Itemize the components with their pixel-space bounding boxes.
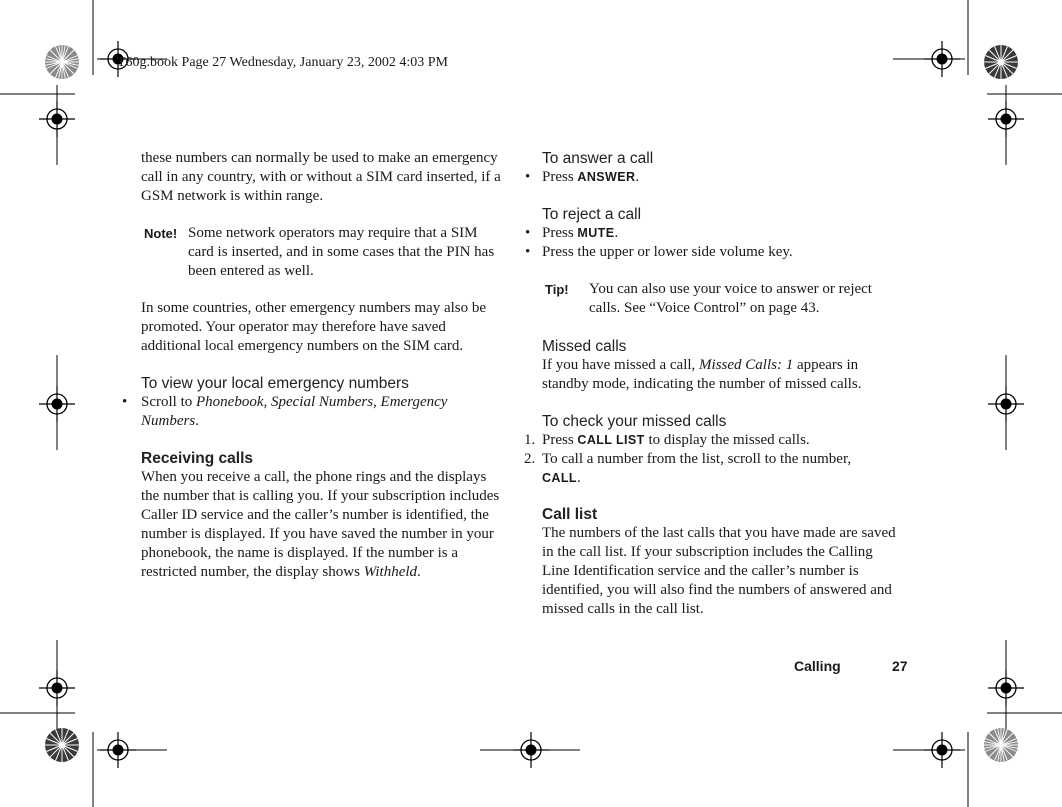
- book-header: T60g.book Page 27 Wednesday, January 23, 2002 4:03 PM: [117, 55, 448, 70]
- step-prefix: Press: [542, 432, 578, 448]
- receiving-calls-paragraph: [141, 468, 506, 582]
- bullet-text: Press the upper or lower side volume key.: [542, 244, 793, 260]
- bullet-glyph: •: [122, 394, 128, 410]
- view-emergency-heading: To view your local emergency numbers: [141, 375, 409, 392]
- missed-calls-heading: Missed calls: [542, 338, 627, 355]
- receiving-text: When you receive a call, the phone rings and the displays the number that is calling you. If your subscription includes Caller ID service and the caller’s number is identified, the number is displayed. If you have saved the number in your phonebook, the name is displayed. If the number is a restricted number, the display shows: [141, 469, 500, 580]
- reject-bullet-2: [525, 243, 905, 262]
- step-suffix: to display the missed calls.: [644, 432, 810, 448]
- bullet-suffix: .: [614, 225, 619, 241]
- tip-text: You can also use your voice to answer or reject calls. See “Voice Control” on page 43.: [589, 281, 872, 316]
- missed-text-start: If you have missed a call,: [542, 357, 700, 373]
- call-list-heading: Call list: [542, 506, 598, 523]
- bullet-prefix: Press: [542, 169, 578, 185]
- call-list-key: CALL LIST: [577, 433, 645, 447]
- answer-bullet: [525, 168, 905, 187]
- answer-key: ANSWER: [577, 170, 636, 184]
- reject-bullet-1: [525, 224, 905, 243]
- receiving-end: .: [417, 564, 421, 580]
- mute-key: MUTE: [577, 226, 615, 240]
- bullet-prefix: Press: [542, 225, 578, 241]
- check-step-2: [524, 450, 884, 488]
- bullet-suffix: .: [195, 413, 199, 429]
- bullet-glyph: •: [525, 169, 531, 185]
- receiving-calls-heading: Receiving calls: [141, 450, 254, 467]
- call-key: CALL: [542, 471, 577, 485]
- bullet-suffix: .: [635, 169, 640, 185]
- note-label: Note!: [144, 226, 178, 241]
- withheld-term: Withheld: [363, 564, 418, 580]
- intro-paragraph: these numbers can normally be used to make an emergency call in any country, with or without a SIM card inserted, if a GSM network is within range.: [141, 150, 501, 204]
- step-prefix: To call a number from the list, scroll to the number,: [542, 451, 852, 467]
- bullet-glyph: •: [525, 225, 531, 241]
- tip-label: Tip!: [545, 282, 569, 297]
- check-step-1: [524, 431, 884, 450]
- call-list-paragraph: The numbers of the last calls that you have made are saved in the call list. If your subscription includes the Calling Line Identification service and the caller’s number is identified, you will also find the numbers of answered and missed calls in the call list.: [542, 525, 896, 617]
- step-suffix: .: [576, 470, 581, 486]
- step-number: 1.: [524, 432, 536, 448]
- missed-calls-paragraph: [542, 356, 892, 394]
- check-missed-heading: To check your missed calls: [542, 413, 727, 430]
- menu-path: Phonebook, Special Numbers, Emergency Numbers: [141, 394, 448, 429]
- missed-indicator: Missed Calls: 1: [699, 357, 794, 373]
- missed-text-end: appears in standby mode, indicating the number of missed calls.: [542, 357, 862, 392]
- note-text: Some network operators may require that a SIM card is inserted, and in some cases that the PIN has been entered as well.: [188, 225, 495, 279]
- bullet-glyph: •: [525, 244, 531, 260]
- answer-call-heading: To answer a call: [542, 150, 654, 167]
- step-number: 2.: [524, 451, 536, 467]
- page-number: 27: [892, 658, 908, 674]
- reject-call-heading: To reject a call: [542, 206, 642, 223]
- bullet-prefix: Scroll to: [141, 394, 196, 410]
- view-emergency-bullet: [122, 393, 502, 431]
- countries-paragraph: In some countries, other emergency numbers may also be promoted. Your operator may therefore have saved additional local emergency numbers on the SIM card.: [141, 300, 487, 354]
- footer-section: Calling: [794, 658, 841, 674]
